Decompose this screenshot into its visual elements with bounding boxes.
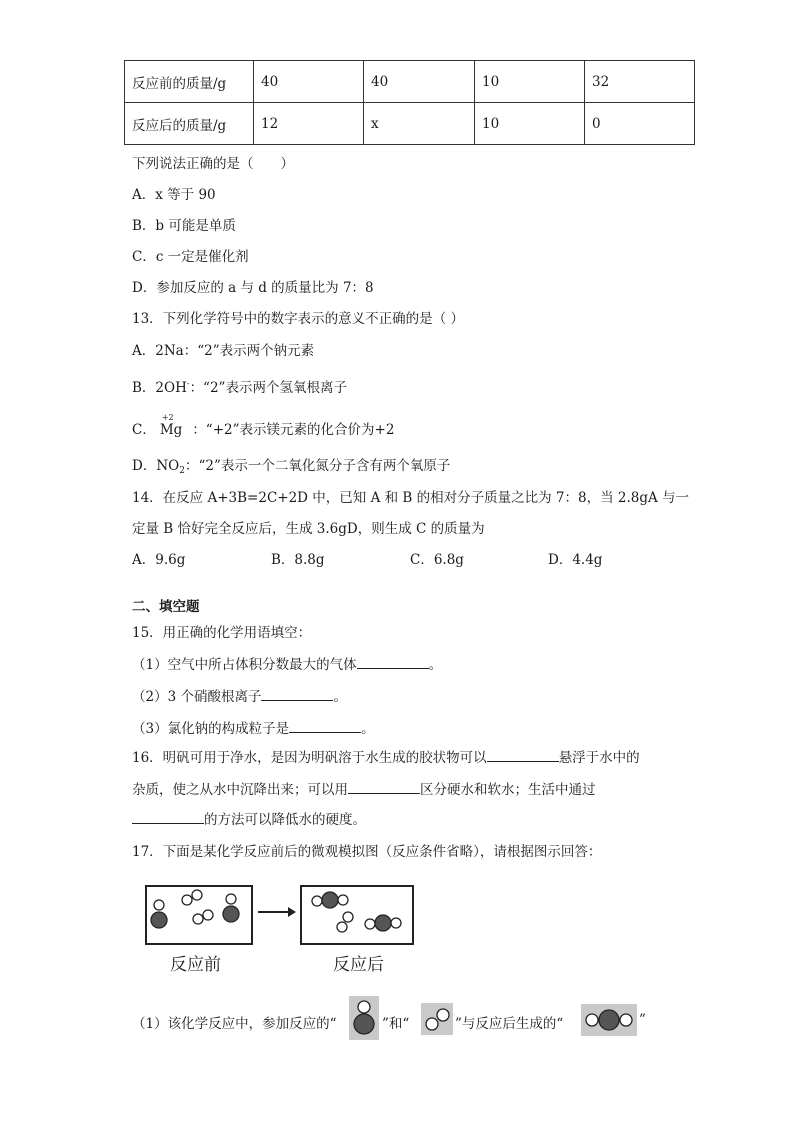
table-cell: 12 — [254, 103, 364, 145]
q13-b-text: ：“2”表示两个氢氧根离子 — [189, 380, 347, 396]
thumb-molecule-o2 — [421, 1003, 453, 1035]
table-cell: 10 — [475, 61, 585, 103]
answer-blank[interactable] — [261, 686, 333, 701]
q17-sub1-text-c: ”与反应后生成的“ — [455, 1016, 564, 1032]
q13-c-symbol — [159, 413, 183, 438]
q13-b-charge: - — [186, 379, 190, 388]
big-atom — [151, 912, 167, 928]
period: 。 — [333, 689, 347, 705]
molecules-before — [147, 887, 251, 943]
small-atom — [343, 912, 353, 922]
small-atom — [192, 890, 202, 900]
table-cell: 40 — [254, 61, 364, 103]
q13-option-a — [132, 339, 314, 359]
q12-option-a: A．x 等于 90 — [132, 187, 216, 203]
q14-line2: 定量 B 恰好完全反应后，生成 3.6gD，则生成 C 的质量为 — [132, 521, 485, 537]
section-title: 二、填空题 — [132, 599, 200, 615]
answer-blank[interactable] — [487, 747, 559, 762]
q13-c-element: Mg — [159, 422, 183, 438]
q14-option-c: C．6.8g — [410, 552, 464, 568]
small-atom — [312, 896, 322, 906]
q13-d-subscript: 2 — [179, 466, 185, 476]
q13-option-c — [132, 413, 395, 438]
q12-option-d: D．参加反应的 a 与 d 的质量比为 7：8 — [132, 280, 374, 296]
before-box — [145, 885, 253, 945]
q13-c-prefix: C． — [132, 422, 156, 438]
big-atom — [223, 906, 239, 922]
q13-d-text: ：“2”表示一个二氧化氮分子含有两个氧原子 — [184, 458, 451, 474]
q14-option-a: A．9.6g — [132, 552, 186, 568]
answer-blank[interactable] — [348, 779, 420, 794]
q13-a-prefix: A．2Na： — [132, 343, 198, 359]
q13-b-prefix: B．2OH — [132, 380, 187, 396]
table-cell: 32 — [585, 61, 695, 103]
small-atom — [203, 910, 213, 920]
q14-line1: 14．在反应 A+3B=2C+2D 中，已知 A 和 B 的相对分子质量之比为 7：8，当 2.8gA 与一 — [132, 490, 690, 506]
row-label: 反应前的质量/g — [125, 61, 254, 103]
small-atom — [365, 919, 375, 929]
q17-sub1-text-d: ” — [639, 1012, 646, 1028]
table-cell: 40 — [364, 61, 475, 103]
big-atom — [322, 892, 338, 908]
small-atom — [226, 894, 236, 904]
arrow-icon — [258, 905, 296, 919]
molecule-co2-icon — [581, 1004, 637, 1036]
q13-d-prefix: D．NO — [132, 458, 180, 474]
label-after: 反应后 — [333, 955, 384, 975]
q16-line1 — [132, 746, 640, 766]
molecules-after — [302, 887, 412, 943]
small-atom — [154, 900, 164, 910]
small-atom — [391, 918, 401, 928]
q13-option-b — [132, 376, 347, 396]
q15-stem: 15．用正确的化学用语填空： — [132, 625, 312, 641]
q16-text: 悬浮于水中的 — [558, 750, 640, 766]
small-atom — [337, 922, 347, 932]
q12-option-c: C．c 一定是催化剂 — [132, 249, 249, 265]
answer-blank[interactable] — [289, 718, 361, 733]
q17-sub1-text-a: （1）该化学反应中，参加反应的“ — [132, 1016, 337, 1032]
q15-item-3-text: （3）氯化钠的构成粒子是 — [132, 721, 290, 737]
q13-option-d — [132, 454, 450, 476]
period: 。 — [361, 721, 375, 737]
mass-table — [124, 60, 695, 145]
q15-item-2-text: （2）3 个硝酸根离子 — [132, 689, 262, 705]
big-atom — [375, 915, 391, 931]
q13-a-text: “2”表示两个钠元素 — [197, 343, 315, 359]
q17-stem: 17．下面是某化学反应前后的微观模拟图（反应条件省略），请根据图示回答： — [132, 844, 602, 860]
table-cell: 10 — [475, 103, 585, 145]
answer-blank[interactable] — [132, 809, 204, 824]
small-atom — [338, 895, 348, 905]
table-row — [125, 61, 695, 103]
q14-option-d: D．4.4g — [548, 552, 603, 568]
row-label: 反应后的质量/g — [125, 103, 254, 145]
q16-text: 区分硬水和软水；生活中通过 — [420, 782, 596, 798]
q16-text: 16．明矾可用于净水，是因为明矾溶于水生成的胶状物可以 — [132, 750, 487, 766]
q15-item-1 — [132, 653, 442, 673]
q13-stem: 13．下列化学符号中的数字表示的意义不正确的是（ ） — [132, 311, 464, 327]
q13-c-valence: +2 — [161, 413, 174, 422]
q15-item-2 — [132, 685, 347, 705]
molecule-o2-icon — [421, 1003, 453, 1035]
q12-option-b: B．b 可能是单质 — [132, 218, 236, 234]
table-cell: x — [364, 103, 475, 145]
table-cell: 0 — [585, 103, 695, 145]
period: 。 — [428, 657, 443, 673]
small-atom — [182, 895, 192, 905]
q17-sub1-text-b: ”和“ — [382, 1016, 410, 1032]
q16-text: 杂质，使之从水中沉降出来；可以用 — [132, 782, 348, 798]
q16-line3 — [132, 808, 366, 828]
q15-item-1-text: （1）空气中所占体积分数最大的气体 — [132, 657, 357, 673]
after-box — [300, 885, 414, 945]
q15-item-3 — [132, 717, 375, 737]
q13-c-text: ：“+2”表示镁元素的化合价为+2 — [192, 422, 395, 438]
answer-blank[interactable] — [357, 654, 429, 669]
small-atom — [193, 914, 203, 924]
q12-stem: 下列说法正确的是（ ） — [132, 156, 294, 172]
molecule-a-icon — [349, 996, 379, 1040]
q16-line2 — [132, 778, 596, 798]
thumb-molecule-co2 — [581, 1004, 637, 1036]
q14-option-b: B．8.8g — [271, 552, 325, 568]
thumb-molecule-a — [349, 996, 379, 1040]
label-before: 反应前 — [170, 955, 221, 975]
table-row — [125, 103, 695, 145]
q16-text: 的方法可以降低水的硬度。 — [204, 812, 366, 828]
